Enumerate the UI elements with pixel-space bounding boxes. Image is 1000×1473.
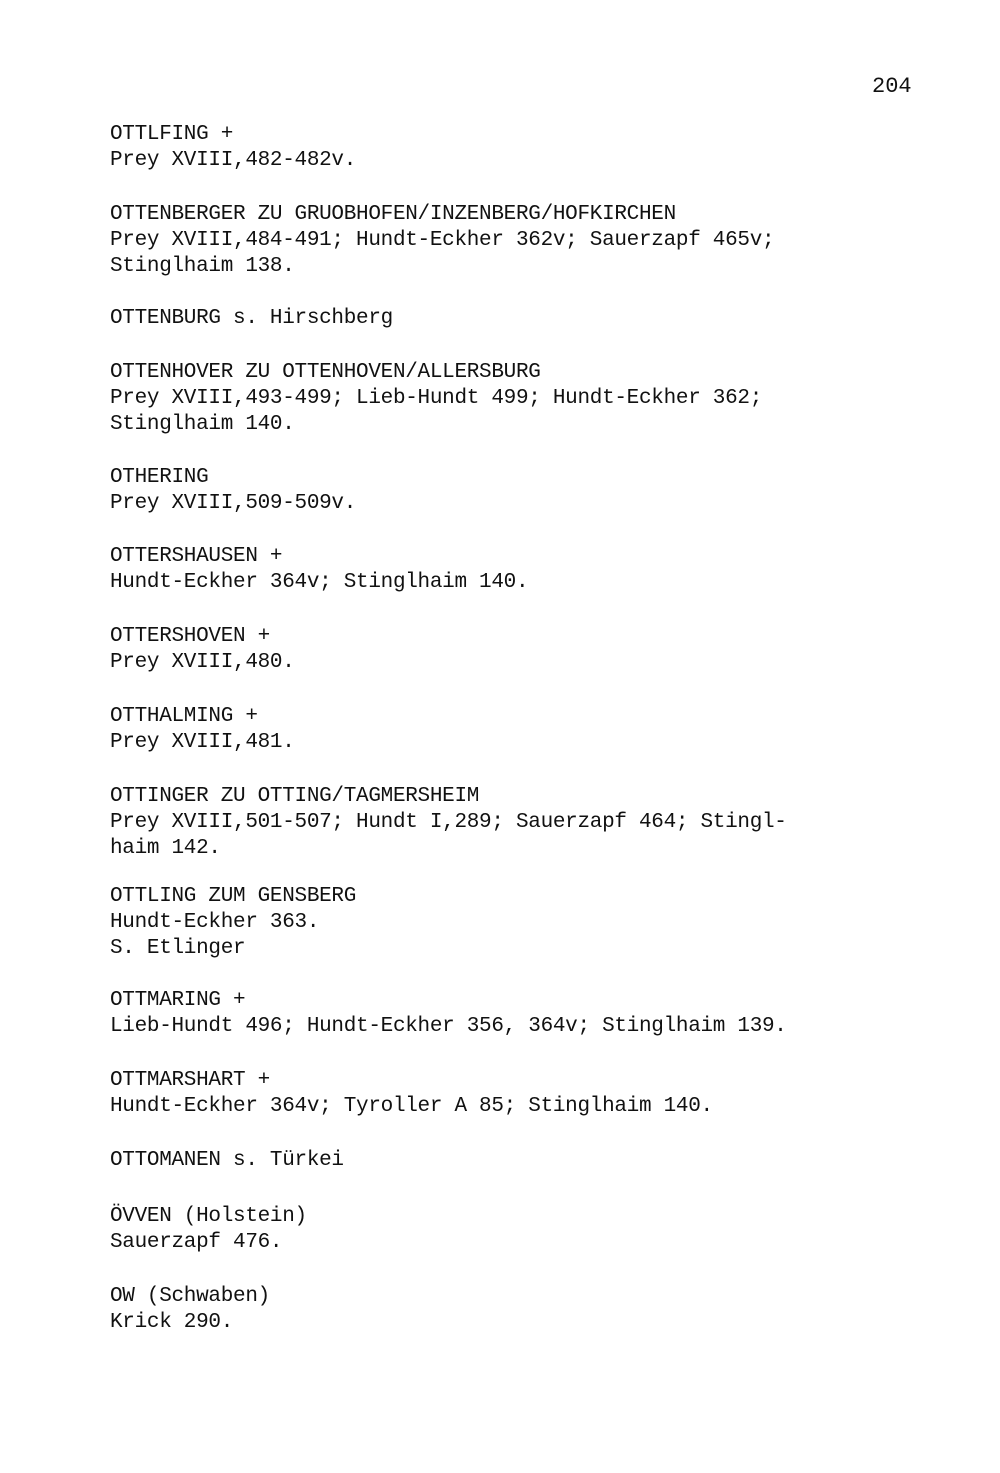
entry-reference: Prey XVIII,484-491; Hundt-Eckher 362v; Sauerzapf 465v; (110, 229, 775, 252)
entry-reference: Prey XVIII,493-499; Lieb-Hundt 499; Hundt-Eckher 362; (110, 387, 763, 410)
entry-otthalming (110, 704, 930, 756)
entry-ottlfing (110, 122, 930, 174)
entry-ottenhover (110, 360, 930, 438)
entry-heading: OW (Schwaben) (110, 1285, 270, 1308)
entry-ottling (110, 884, 930, 962)
entry-ottomanen (110, 1148, 930, 1174)
entry-heading: OTTMARING + (110, 989, 246, 1012)
entry-reference: Hundt-Eckher 364v; Stinglhaim 140. (110, 571, 529, 594)
entry-ottershoven (110, 624, 930, 676)
entry-othering (110, 465, 930, 517)
entry-heading: OTTLING ZUM GENSBERG (110, 885, 357, 908)
entry-heading: OTTINGER ZU OTTING/TAGMERSHEIM (110, 785, 480, 808)
entry-heading: OTTMARSHART + (110, 1069, 270, 1092)
entry-reference: Prey XVIII,481. (110, 731, 295, 754)
entry-heading: OTTERSHOVEN + (110, 625, 270, 648)
entry-ottmarshart (110, 1068, 930, 1120)
page-number: 204 (872, 74, 912, 99)
entry-reference: Hundt-Eckher 364v; Tyroller A 85; Stinglhaim 140. (110, 1095, 713, 1118)
entry-heading: OTTERSHAUSEN + (110, 545, 283, 568)
entry-ow (110, 1284, 930, 1336)
entry-reference: Lieb-Hundt 496; Hundt-Eckher 356, 364v; Stinglhaim 139. (110, 1015, 787, 1038)
entry-ottenberger (110, 202, 930, 280)
entry-ovven (110, 1204, 930, 1256)
entry-heading: OTTOMANEN s. Türkei (110, 1149, 344, 1172)
entry-reference: Stinglhaim 138. (110, 255, 295, 278)
entry-reference: Krick 290. (110, 1311, 234, 1334)
entry-heading: OTTENBURG s. Hirschberg (110, 307, 393, 330)
entry-heading: ÖVVEN (Holstein) (110, 1205, 307, 1228)
entry-reference: Stinglhaim 140. (110, 413, 295, 436)
entry-heading: OTTENHOVER ZU OTTENHOVEN/ALLERSBURG (110, 361, 541, 384)
entry-ottinger (110, 784, 930, 862)
entry-reference: Sauerzapf 476. (110, 1231, 283, 1254)
entry-ottenburg (110, 306, 930, 332)
entry-reference: Prey XVIII,501-507; Hundt I,289; Sauerzapf 464; Stingl- (110, 811, 787, 834)
entry-heading: OTTLFING + (110, 123, 234, 146)
entry-reference: haim 142. (110, 837, 221, 860)
entry-ottmaring (110, 988, 930, 1040)
entry-heading: OTTENBERGER ZU GRUOBHOFEN/INZENBERG/HOFKIRCHEN (110, 203, 676, 226)
entry-heading: OTHERING (110, 466, 209, 489)
entry-ottershausen (110, 544, 930, 596)
entry-reference: Hundt-Eckher 363. (110, 911, 320, 934)
entry-reference: Prey XVIII,480. (110, 651, 295, 674)
entry-reference: Prey XVIII,509-509v. (110, 492, 357, 515)
entry-heading: OTTHALMING + (110, 705, 258, 728)
entry-cross-reference: S. Etlinger (110, 937, 246, 960)
entry-reference: Prey XVIII,482-482v. (110, 149, 357, 172)
